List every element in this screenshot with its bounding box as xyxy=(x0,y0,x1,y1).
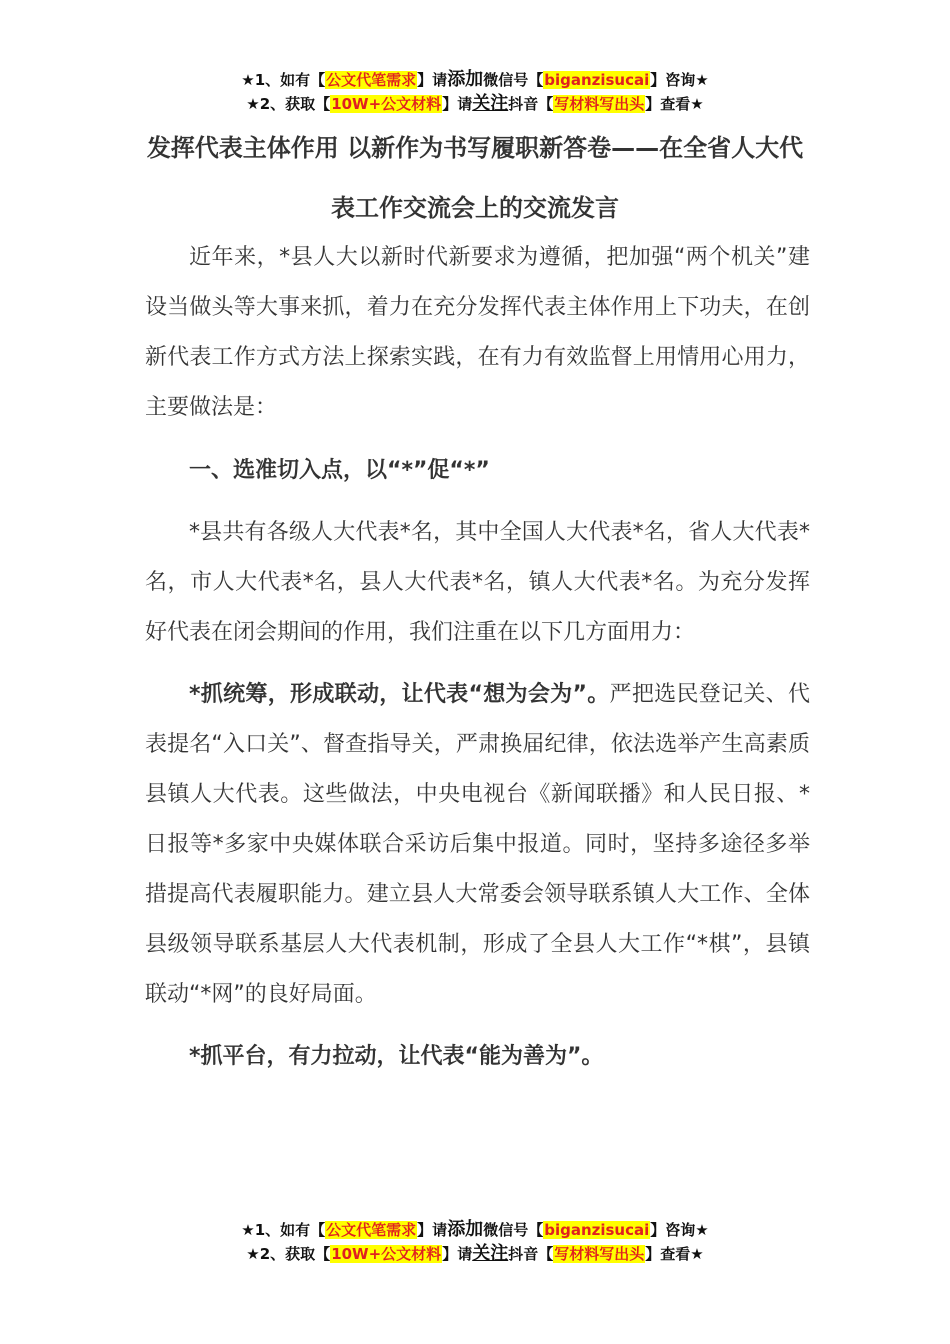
promo-line-2 xyxy=(0,1242,950,1266)
promo-line-2 xyxy=(0,92,950,116)
promo-line-1 xyxy=(0,68,950,92)
promo-text: ★1、如有【 xyxy=(241,1221,326,1239)
promo-text: 】请 xyxy=(442,1245,473,1263)
promo-highlight: 公文代笔需求 xyxy=(326,1221,417,1239)
promo-douyin-account: 写材料写出头 xyxy=(554,1245,645,1263)
promo-text: 】查看★ xyxy=(645,1245,704,1263)
promo-header xyxy=(0,68,950,116)
document-title: 发挥代表主体作用 以新作为书写履职新答卷——在全省人大代表工作交流会上的交流发言 xyxy=(146,134,804,222)
promo-emphasis: 添加 xyxy=(447,69,484,90)
promo-text: 抖音【 xyxy=(508,1245,554,1263)
promo-text: 微信号【 xyxy=(483,1221,544,1239)
promo-footer xyxy=(0,1218,950,1266)
promo-text: ★2、获取【 xyxy=(246,1245,331,1263)
promo-highlight: 公文代笔需求 xyxy=(326,71,417,89)
promo-text: ★2、获取【 xyxy=(246,95,331,113)
promo-text: 】咨询★ xyxy=(650,1221,709,1239)
promo-wechat-id: biganzisucai xyxy=(544,1221,650,1239)
paragraph-coordination xyxy=(145,670,810,1020)
paragraph-lead: *抓统筹，形成联动，让代表“想为会为”。 xyxy=(189,682,610,707)
promo-text: 】请 xyxy=(417,1221,448,1239)
promo-text: 】咨询★ xyxy=(650,71,709,89)
paragraph-platform-lead: *抓平台，有力拉动，让代表“能为善为”。 xyxy=(189,1044,604,1069)
promo-highlight: 10W+公文材料 xyxy=(331,1245,442,1263)
promo-text: 微信号【 xyxy=(483,71,544,89)
promo-text: 抖音【 xyxy=(508,95,554,113)
promo-text: ★1、如有【 xyxy=(241,71,326,89)
promo-douyin-account: 写材料写出头 xyxy=(554,95,645,113)
promo-line-1 xyxy=(0,1218,950,1242)
promo-text: 】请 xyxy=(442,95,473,113)
promo-emphasis: 添加 xyxy=(447,1219,484,1240)
section-heading-1: 一、选准切入点，以“*”促“*” xyxy=(189,458,490,483)
promo-wechat-id: biganzisucai xyxy=(544,71,650,89)
promo-highlight: 10W+公文材料 xyxy=(331,95,442,113)
promo-text: 】查看★ xyxy=(645,95,704,113)
paragraph-body: 严把选民登记关、代表提名“入口关”、督查指导关，严肃换届纪律，依法选举产生高素质县镇人大代表。这些做法，中央电视台《新闻联播》和人民日报、*日报等*多家中央媒体联合采访后集中报道。同时，坚持多途径多举措提高代表履职能力。建立县人大常委会领导联系镇人大工作、全体县级领导联系基层人大代表机制，形成了全县人大工作“*棋”，县镇联动“*网”的良好局面。 xyxy=(145,682,810,1007)
promo-emphasis: 关注 xyxy=(472,93,509,114)
promo-emphasis: 关注 xyxy=(472,1243,509,1264)
paragraph-intro: 近年来，*县人大以新时代新要求为遵循，把加强“两个机关”建设当做头等大事来抓，着力在充分发挥代表主体作用上下功夫，在创新代表工作方式方法上探索实践，在有力有效监督上用情用心用力，主要做法是： xyxy=(145,245,810,420)
paragraph-representatives: *县共有各级人大代表*名，其中全国人大代表*名，省人大代表*名，市人大代表*名，县人大代表*名，镇人大代表*名。为充分发挥好代表在闭会期间的作用，我们注重在以下几方面用力： xyxy=(145,520,810,645)
promo-text: 】请 xyxy=(417,71,448,89)
